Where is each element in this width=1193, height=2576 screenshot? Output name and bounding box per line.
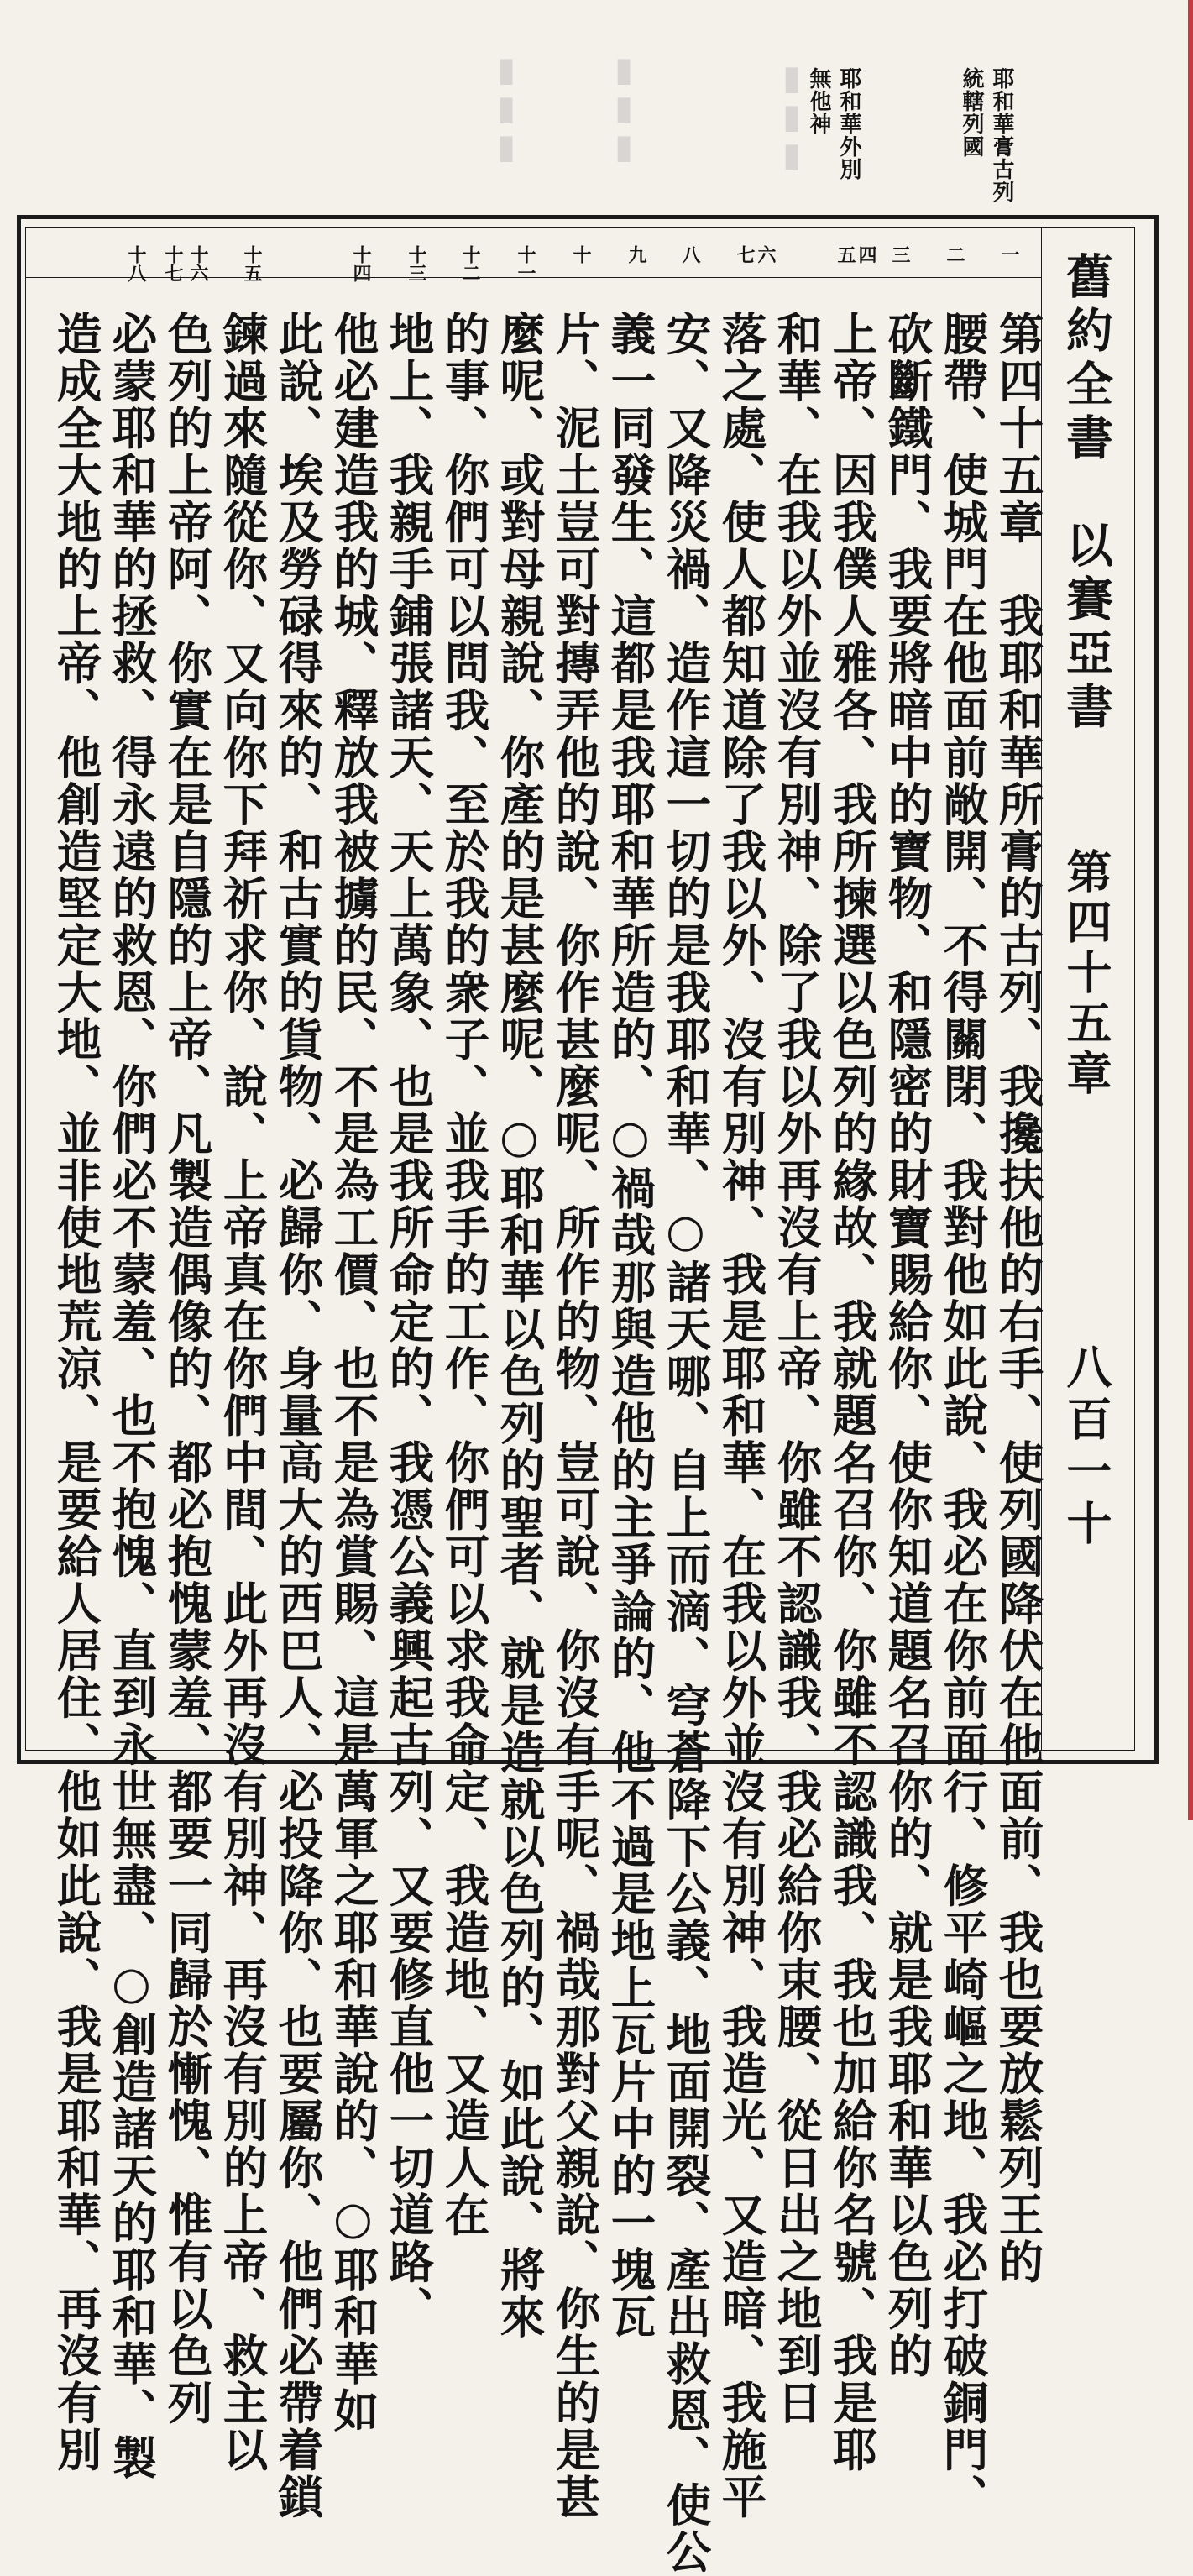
verse-number: 二	[944, 245, 965, 264]
text-column-9: 片、泥土豈可對摶弄他的說、你作甚麼呢、所作的物、豈可說、你沒有手呢、禍哉那對父親說、你生的是甚	[548, 311, 601, 2521]
verse-number: 十五	[241, 245, 263, 282]
verse-number: 十七	[162, 245, 184, 282]
red-page-edge	[1188, 0, 1193, 1820]
verse-number: 十六	[187, 245, 209, 282]
verse-number: 十三	[406, 245, 427, 282]
text-column-8: 義一同發生、這都是我耶和華所造的、○禍哉那與造他的主爭論的、他不過是地上瓦片中的一塊瓦	[604, 311, 657, 2341]
verse-number: 九	[625, 245, 647, 264]
verse-number: 十二	[459, 245, 481, 282]
verse-number: 十八	[125, 245, 147, 282]
text-column-12: 地上、我親手鋪張諸天、天上萬象、也是我所命定的、我憑公義興起古列、又要修直他一切道路、	[382, 311, 435, 2333]
margin-note-2: 統轄列國	[959, 67, 984, 158]
text-column-18: 造成全大地的上帝、他創造堅定大地、並非使地荒涼、是要給人居住、他如此說、我是耶和華、再沒有別	[50, 311, 102, 2474]
verse-number: 七	[734, 245, 756, 264]
text-column-16: 色列的上帝阿、你實在是自隱的上帝、凡製造偶像的、都必抱愧蒙羞、都要一同歸於慚愧、惟有以色列	[160, 311, 213, 2427]
text-column-5: 和華、在我以外並沒有別神、除了我以外再沒有上帝、你雖不認識我、我必給你束腰、從日出之地到日	[770, 311, 823, 2427]
bleed-through-text: ▮▮▮	[772, 59, 811, 175]
text-column-4: 上帝、因我僕人雅各、我所揀選以色列的緣故、我就題名召你、你雖不認識我、我也加給你名號、我是耶	[825, 311, 878, 2474]
verse-number: 三	[889, 245, 911, 264]
margin-note-4: 無他神	[806, 67, 831, 135]
verse-number: 四	[856, 245, 877, 264]
verse-number: 六	[755, 245, 777, 264]
text-column-7: 安、又降災禍、造作這一切的是我耶和華、○諸天哪、自上而滴、穹蒼降下公義、地面開裂、產出救恩、使公	[659, 311, 712, 2576]
bleed-through-text: ▮▮▮	[487, 50, 526, 166]
verse-number: 一	[998, 245, 1020, 264]
text-column-13: 他必建造我的城、釋放我被擄的民、不是為工價、也不是為賞賜、這是萬軍之耶和華說的、○耶和華如	[327, 311, 379, 2435]
text-column-17: 必蒙耶和華的拯救、得永遠的救恩、你們必不蒙羞、也不抱愧、直到永世無盡、○創造諸天的耶和華、製	[105, 311, 158, 2482]
margin-note-3: 耶和華外別	[836, 67, 861, 181]
verse-number: 五	[835, 245, 856, 264]
verse-number: 十一	[515, 245, 536, 282]
text-column-6: 落之處、使人都知道除了我以外、沒有別神、我是耶和華、在我以外並沒有別神、我造光、又造暗、我施平	[714, 311, 767, 2521]
text-column-11: 的事、你們可以問我、至於我的衆子、並我手的工作、你們可以求我命定、我造地、又造人在	[437, 311, 490, 2238]
text-column-1: 第四十五章 我耶和華所膏的古列、我攙扶他的右手、使列國降伏在他面前、我也要放鬆列王的	[992, 311, 1044, 2285]
verse-number: 八	[679, 245, 701, 264]
margin-note-1: 耶和華膏古列	[989, 67, 1014, 203]
verse-number: 十	[570, 245, 592, 264]
chapter-heading: 第四十五章	[1060, 848, 1113, 1100]
text-column-10: 麼呢、或對母親說、你產的是甚麼呢、○耶和華以色列的聖者、就是造就以色列的、如此說、將來	[493, 311, 546, 2341]
bleed-through-text: ▮▮▮	[604, 50, 643, 166]
page-number: 八百一十	[1060, 1343, 1113, 1552]
verse-number: 十四	[350, 245, 372, 282]
text-column-14: 此說、埃及勞碌得來的、和古實的貨物、必歸你、身量高大的西巴人、必投降你、也要屬你、他們必帶着鎖	[271, 311, 324, 2521]
book-title: 舊約全書 以賽亞書	[1059, 252, 1114, 736]
text-column-2: 腰帶、使城門在他面前敞開、不得關閉、我對他如此說、我必在你前面行、修平崎嶇之地、我必打破銅門、	[936, 311, 989, 2521]
text-column-3: 砍斷鐵門、我要將暗中的寶物、和隱密的財寶賜給你、使你知道題名召你的、就是我耶和華以色列的	[881, 311, 934, 2380]
text-column-15: 鍊過來隨從你、又向你下拜祈求你、說、上帝真在你們中間、此外再沒有別神、再沒有別的上帝、救主以	[216, 311, 269, 2474]
